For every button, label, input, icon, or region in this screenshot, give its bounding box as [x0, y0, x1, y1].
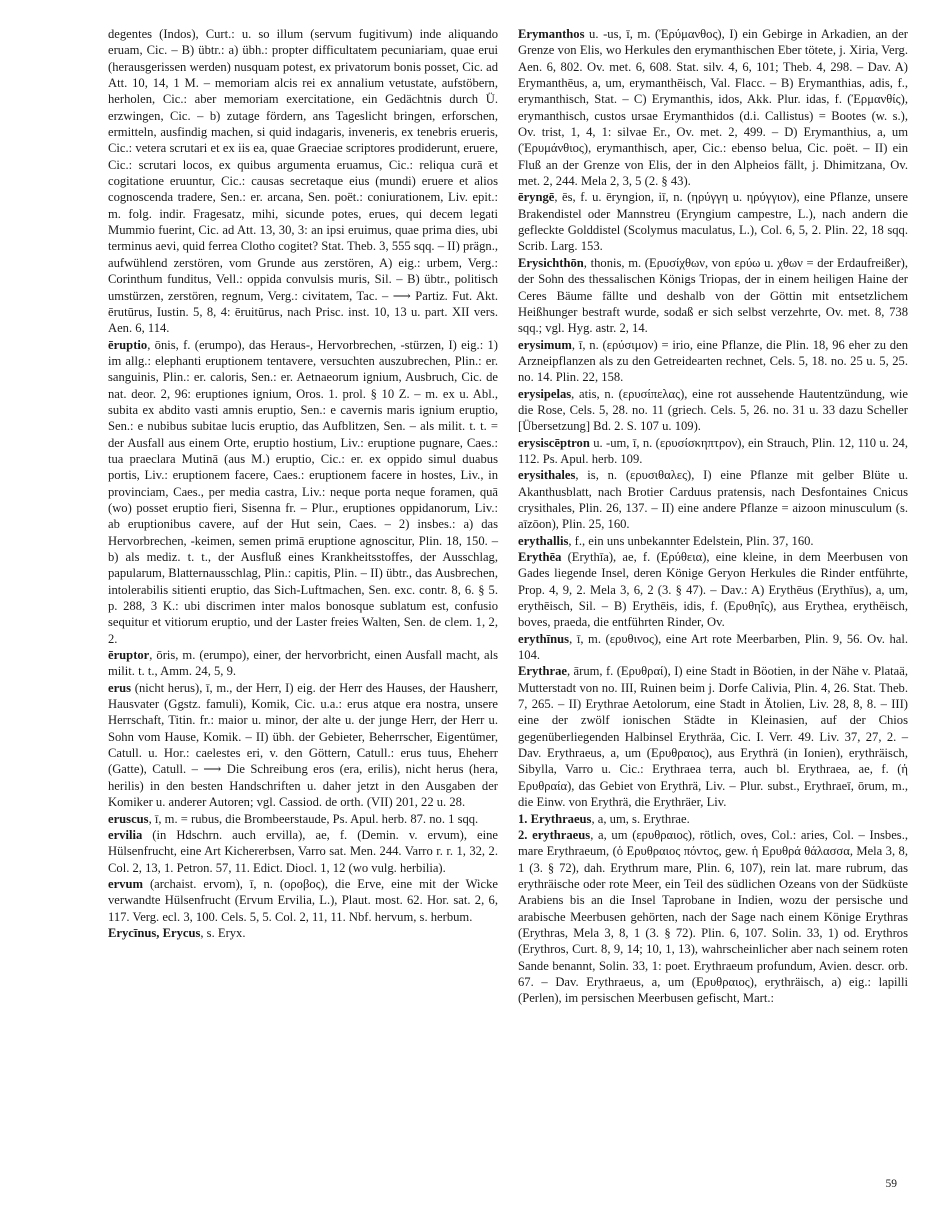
dictionary-entry: [518, 435, 908, 468]
dictionary-entry: [518, 467, 908, 532]
dictionary-entry: [518, 337, 908, 386]
entry-text: , ī, m. = rubus, die Brombeerstaude, Ps. Apul. herb. 87. no. 1 sqq.: [148, 811, 479, 826]
dictionary-entry: [518, 827, 908, 1007]
dictionary-entry: [108, 811, 498, 827]
entry-headword: erythallis: [518, 533, 569, 548]
entry-headword: ervilia: [108, 827, 143, 842]
dictionary-entry: [108, 827, 498, 876]
entry-text: , a, um (ερυθραιος), rötlich, oves, Col.: aries, Col. – Insbes., mare Erythraeum, (ὁ Ερυθραιος πόντος, gew. ἡ Ερυθρά θάλασσα, Mela 3, 8, 1 (3. § 72), dah. Erythrum mare, Plin. 6, 107), rein lat. mare rubrum, das erythräische oder rote Meer, ein Teil des südlichen Ozeans von der Südküste Arabiens bis an die Insel Taprobane in Indien, wozu der persische und arabische Meerbusen gehörten, nach der Sage nach einem Könige Erythras (Erythras, Mela 3, 8, 1 (3. § 72). Plin. 6, 107. Solin. 33, 1) od. Erythros (Erythros, Curt. 8, 9, 14; 10, 1, 13), wahrscheinlicher aber nach seinem roten Sande benannt, Solin. 33, 1: poet. Erythraeum profundum, Avien. descr. orb. 67. – Dav. Erythraeus, a, um (Ερυθραιος), erythräisch, a) eig.: lapilli (Perlen), im persischen Meerbusen gefischt, Mart.:: [518, 827, 908, 1006]
entry-text: , f., ein uns unbekannter Edelstein, Plin. 37, 160.: [568, 533, 814, 548]
entry-headword: erysithales: [518, 468, 576, 483]
entry-text: , ī, m. (ερυθινος), eine Art rote Meerbarben, Plin. 9, 56. Ov. hal. 104.: [518, 631, 908, 663]
entry-headword: 1. Erythraeus: [518, 811, 592, 826]
entry-headword: Erythrae: [518, 664, 567, 679]
entry-headword: erus: [108, 680, 132, 695]
entry-headword: Erycīnus, Erycus: [108, 925, 201, 940]
entry-text: , ēs, f. u. ēryngion, iī, n. (ηρύγγη u. ηρύγγιον), eine Pflanze, unsere Brakendistel oder Mannstreu (Eryngium campestre, L.), nach andern die gefleckte Golddistel (Scolymus maculatus, L.), Col. 6, 5, 2. Plin. 22, 18 sqq. Scrib. Larg. 153.: [518, 190, 908, 254]
entry-text: u. -us, ī, m. (Ἐρύμανθος), I) ein Gebirge in Arkadien, an der Grenze von Elis, wo Herkules den erymanthischen Eber tötete, j. Xiria, Verg. Aen. 6, 802. Ov. met. 6, 608. Stat. silv. 4, 6, 101; Theb. 4, 298. – Dav. A) Erymanthēus, a, um, erymanthēisch, Val. Flacc. – B) Erymanthias, adis, f., erymanthisch, Stat. – C) Erymanthis, idos, Akk. Plur. idas, f. (Ἐρμανθίς), erymanthisch, custos ursae Erymanthidos (d.i. Callistus) = Bootes (w. s.), Ov. trist, 1, 4, 1: silvae Er., Ov. met. 2, 499. – D) Erymanthius, a, um (Ἐρυμάνθιος), erymanthisch, aper, Cic.: ebenso belua, Cic. poët. – II) ein Fluß an der Grenze von Elis, der in den Alpheios fällt, j. Dhimitzana, Ov. met. 2, 244. Mela 2, 3, 5 (2. § 43).: [518, 27, 908, 189]
dictionary-entry: [108, 680, 498, 811]
entry-text: (archaist. ervom), ī, n. (οροβος), die Erve, eine mit der Wicke verwandte Hülsenfrucht (Ervum Ervilia, L.), Plaut. most. 62. Hor. sat. 2, 6, 117. Verg. ecl. 3, 100. Cels. 5, 5. Col. 2, 11, 11. Nbf. hervum, s. herbum.: [108, 876, 498, 924]
entry-headword: ēryngē: [518, 190, 555, 205]
dictionary-entry: [108, 26, 498, 337]
entry-text: (Erythīa), ae, f. (Ερύθεια), eine kleine, in dem Meerbusen von Gades liegende Insel, deren Könige Geryon Herkules die Rinder entführte, Prop. 4, 9, 2. Mela 3, 6, 2 (3. § 47). – Dav.: A) Erythēus (Erythīus), a, um, erythēisch, Sil. – B) Erythēis, idis, f. (Ερυθηΐς), aus Erythea, erythēisch, boves, praeda, die entführten Rinder, Ov.: [518, 550, 908, 630]
left-column: [108, 26, 498, 941]
entry-headword: Erysichthōn: [518, 255, 584, 270]
dictionary-entry: [518, 26, 908, 189]
dictionary-entry: [518, 811, 908, 827]
entry-headword: 2. erythraeus: [518, 827, 591, 842]
dictionary-entry: [108, 876, 498, 925]
entry-headword: ēruptor: [108, 648, 150, 663]
entry-text: (nicht herus), ī, m., der Herr, I) eig. der Herr des Hauses, der Hausherr, Hausvater (Ggstz. famuli), Komik, Cic. u.a.: erus atque era nostra, unsere Herrschaft, Titin. fr.: maior u. minor, der alte u. der junge Herr, der Herr u. Sohn vom Hause, Komik. – II) übh. der Gebieter, Beherrscher, Eigentümer, Catull. u. Hor.: caelestes eri, v. den Göttern, Catull.: erus tuus, Eheherr (Gatte), Catull. – ⟶ Die Schreibung eros (era, erilis), nicht herus (hera, herilis) in den besten Handschriften u. daher jetzt in den Ausgaben der Komiker u. anderer Autoren; vgl. Cassiod. de orth. (VII) 201, 22 u. 28.: [108, 680, 498, 810]
entry-headword: Erymanthos: [518, 27, 585, 41]
dictionary-entry: [518, 533, 908, 549]
entry-text: , ōris, m. (erumpo), einer, der hervorbricht, einen Ausfall macht, als milit. t. t., Amm. 24, 5, 9.: [108, 648, 498, 679]
entry-headword: erysimum: [518, 337, 572, 352]
dictionary-entry: [518, 386, 908, 435]
entry-headword: Erythēa: [518, 550, 562, 564]
entry-text: , thonis, m. (Ερυσίχθων, von ερύω u. χθων = der Erdaufreißer), der Sohn des thessalischen Königs Triopas, der in einem heiligen Haine der Ceres Bäume fällte und deshalb von der Göttin mit entsetzlichem Heißhunger bestraft wurde, sodaß er sich selbst verzehrte, Ov. met. 8, 738 sqq.; vgl. Hyg. astr. 2, 14.: [518, 255, 908, 336]
dictionary-entry: [108, 647, 498, 680]
entry-text: , ī, n. (ερύσιμον) = irio, eine Pflanze, die Plin. 18, 96 eher zu den Arzneipflanzen als zu den Getreidearten rechnet, Cels. 5, 18. no. 25 u. 5, 25. no. 14. Plin. 22, 158.: [518, 337, 908, 385]
dictionary-entry: [518, 663, 908, 810]
entry-text: degentes (Indos), Curt.: u. so illum (servum fugitivum) inde aliquando eruam, Cic. – B) übtr.: a) übh.: propter difficultatem pecuniariam, quae erui (herausgerissen werden) nusquam potest, ex privatorum bonis posset, Cic. ad Att. 10, 14, 1 M. – memoriam alcis rei ex annalium vetustate, aufstöbern, herholen, Cic.: aber memoriam exercitatione, ein Gedächtnis durch Ü. erzwingen, Cic. – b) zutage fördern, ans Tageslicht bringen, erforschen, ermitteln, ausfindig machen, si quid indagaris, inveneris, ex tenebris erueris, Cic.: vetera scrutari et ex iis ea, quae Graeciae scriptores prodiderunt, eruere, Cic.: scrutari locos, ex quibus argumenta eruamus, Cic.: reliqua curā et cogitatione eruuntur, Cic.: causas secretaque eius (mundi) eruere et alios cognoscenda tradere, Sen.: er. arcana, Sen. poët.: coniurationem, Liv. epit.: m. folg. indir. Fragesatz, mihi, sicunde potes, erues, qui decem legati Mummio fuerint, Cic. ad Att. 13, 30, 3: an ipsi eruimus, quae prima dies, ubi terminus aevi, quid ferrea Clotho cogitet? Stat. Theb. 3, 555 sqq. – II) prägn., aufwühlend zerstören, vom Grunde aus zerstören, A) eig.: urbem, Verg.: Corinthum funditus, Vell.: oppida convulsis muris, Sil. – B) übtr., politisch umstürzen, zerstören, regnum, Verg.: civitatem, Tac. – ⟶ Partiz. Fut. Akt. ērutūrus, Iustin. 5, 8, 4: ēruitūrus, nach Prisc. inst. 10, 13 u. part. XII vers. Aen. 6, 114.: [108, 27, 498, 336]
dictionary-entry: [518, 255, 908, 337]
dictionary-entry: [518, 189, 908, 254]
right-column: [518, 26, 908, 1007]
entry-headword: ēruptio: [108, 337, 148, 352]
entry-headword: eruscus: [108, 811, 149, 826]
page-number: 59: [885, 1178, 897, 1190]
entry-text: , ōnis, f. (erumpo), das Heraus-, Hervorbrechen, -stürzen, I) eig.: 1) im allg.: elephanti eruptionem tentavere, versuchten auszubrechen, Plin.: er. sanguinis, Plin.: er. caloris, Sen.: er. Aetnaeorum ignium, Ausbruch, Cic. de nat. deor. 2, 96: eruptiones ignium, Oros. 1. prol. § 10 Z. – m. ex u. Abl., subita ex abdito vasti amnis eruptio, Sen.: e cavernis maris ignium eruptio, Sen.: e nubibus subitae lucis eruptio, das Aufblitzen, Sen. – als milit. t. t. = der Ausfall aus einem Orte, eruptio hostium, Liv.: eruptione pugnare, Caes.: tua praeclara Mutinā (aus M.) eruptio, Cic.: er. ex oppido simul duabus portis, Liv.: eruptionem facere, Caes.: eruptionem facere in hostes, Liv., in provinciam, Caes., per media castra, Liv.: neque porta neque foramen, quā (wo) posset eruptio fieri, Sisenna fr. – Plur., eruptiones oppidanorum, Liv.: ab eruptionibus cavere, auf der Hut sein, Caes. – 2) insbes.: a) das Hervorbrechen, -keimen, semen primā eruptione agnoscitur, Plin. 18, 150. – b) als mediz. t. t., der Ausfluß eines Krankheitsstoffes, der Ausschlag, papularum, Blatternausschlag, Plin.: capitis, Plin. – II) übtr., das Ausbrechen, intolerabilis sitienti eruptio, das Sich-Luftmachen, Sen. exc. contr. 8, 6. § 5. p. 288, 3 K.: ubi discrimen inter malos bonosque sublatum est, confusio sequitur et vitiorum eruptio, und der Laster freies Walten, Sen. de clem. 1, 2, 2.: [108, 337, 498, 646]
dictionary-entry: [108, 925, 498, 941]
entry-text: , is, n. (ερυσιθαλες), I) eine Pflanze mit gelber Blüte u. Akanthusblatt, nach Brotier Carduus pratensis, nach Desfontaines Cnicus crysithales, Plin. 26, 137. – II) eine andere Pflanze = aizoon minusculum (s. aīzōon), Plin. 25, 160.: [518, 468, 908, 532]
entry-headword: ervum: [108, 876, 143, 891]
dictionary-entry: [518, 631, 908, 664]
dictionary-entry: [108, 337, 498, 648]
entry-text: , a, um, s. Erythrae.: [591, 811, 690, 826]
entry-headword: erysiscēptron: [518, 435, 590, 450]
entry-headword: erythīnus: [518, 631, 570, 646]
entry-headword: erysipelas: [518, 386, 572, 401]
entry-text: , atis, n. (ερυσίπελας), eine rot aussehende Hautentzündung, wie die Rose, Cels. 5, 28. no. 11 (griech. Cels. 5, 26. no. 31 u. 33 dazu Scheller [Übersetzung] Bd. 2. S. 107 u. 109).: [518, 386, 908, 434]
entry-text: u. -um, ī, n. (ερυσίσκηπτρον), ein Strauch, Plin. 12, 110 u. 24, 112. Ps. Apul. herb. 109.: [518, 435, 908, 466]
entry-text: (in Hdschrn. auch ervilla), ae, f. (Demin. v. ervum), eine Hülsenfrucht, eine Art Kichererbsen, Varro sat. Men. 244. Varro r. r. 1, 32, 2. Col. 2, 13, 1. Petron. 57, 11. Edict. Diocl. 1, 12 (wo vulg. herbilia).: [108, 827, 498, 875]
entry-text: , s. Eryx.: [200, 925, 246, 940]
entry-text: , ārum, f. (Ερυθραί), I) eine Stadt in Böotien, in der Nähe v. Plataä, Mutterstadt von no. III, Ruinen beim j. Dorfe Calivia, Plin. 4, 26. Stat. Theb. 7, 265. – II) Erythrae Aetolorum, eine Stadt in Ätolien, Liv. 28, 8, 8. – III) eine der zwölf ionischen Städte in Kleinasien, auf der Chios gegenüberliegenden Halbinsel Erythräa, Cic. I. Verr. 49. Liv. 37, 27, 2. – Dav. Erythraeus, a, um (Ερυθραιος), aus Erythrä (in Ionien), erythräisch, Sibylla, Varro u. Cic.: Erythraea terra, auch bl. Erythraea, ae, f. (ἡ Ερυθραία), das Gebiet von Erythrä, Liv. – Plur. subst., Erythraeī, ōrum, m., die Einw. von Erythrä, die Erythräer, Liv.: [518, 664, 908, 810]
dictionary-entry: [518, 549, 908, 631]
